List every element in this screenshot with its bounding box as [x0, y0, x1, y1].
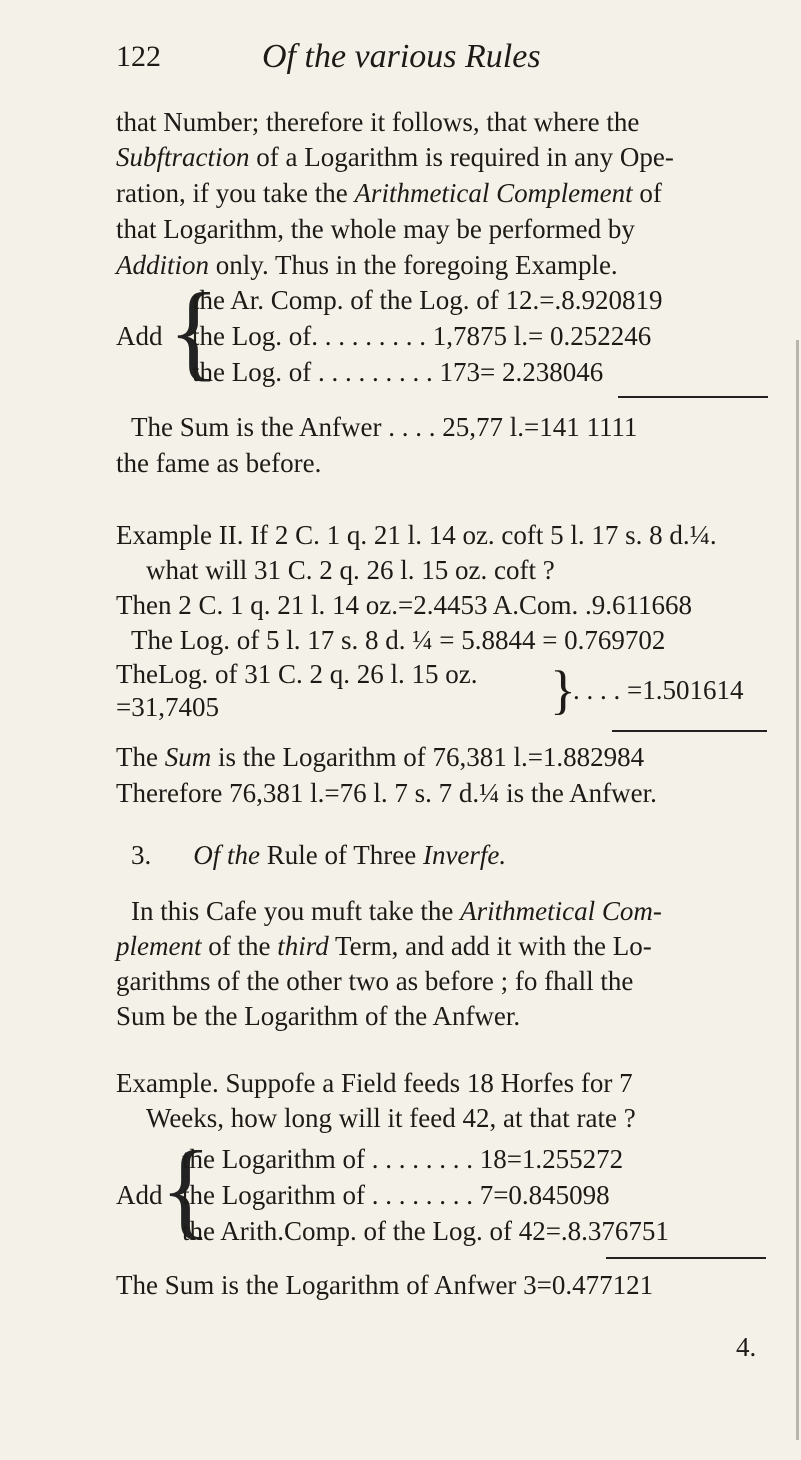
text-line: . . . . =1.501614: [573, 675, 744, 705]
sum-rule: [606, 1257, 766, 1259]
curly-brace: {: [168, 272, 220, 391]
text-line: Example. Suppofe a Field feeds 18 Horfes for 7: [116, 1068, 633, 1098]
text-line: garithms of the other two as before ; fo fhall the: [116, 966, 634, 996]
text-line: Therefore 76,381 l.=76 l. 7 s. 7 d.¼ is the Anfwer.: [116, 778, 657, 808]
log-row: the Ar. Comp. of the Log. of 12.=.8.920819: [192, 285, 663, 315]
add-label: Add: [116, 321, 163, 351]
log-row: the Logarithm of . . . . . . . . 7=0.845098: [182, 1180, 610, 1210]
text-line: In this Cafe you muft take the Arithmetical Com-: [131, 896, 662, 926]
sum-rule: [612, 730, 767, 732]
log-row: the Log. of . . . . . . . . . 173= 2.238046: [192, 357, 604, 387]
text-line: that Logarithm, the whole may be performed by: [116, 214, 635, 244]
text-line: what will 31 C. 2 q. 26 l. 15 oz. coft ?: [146, 555, 555, 585]
sum-line: The Sum is the Logarithm of Anfwer 3=0.477121: [116, 1270, 654, 1300]
text-line: Sum be the Logarithm of the Anfwer.: [116, 1001, 521, 1031]
sum-line: The Sum is the Anfwer . . . . 25,77 l.=141 1111: [131, 412, 638, 442]
text-line: ration, if you take the Arithmetical Complement of: [116, 178, 662, 208]
sum-rule: [618, 396, 768, 398]
text-line: Subftraction of a Logarithm is required in any Ope-: [116, 142, 674, 172]
log-row: the Arith.Comp. of the Log. of 42=.8.376751: [182, 1216, 669, 1246]
running-title: Of the various Rules: [262, 38, 541, 75]
curly-brace: {: [160, 1130, 212, 1249]
curly-brace: }: [550, 660, 576, 720]
catchword: 4.: [736, 1332, 757, 1362]
text-line: Addition only. Thus in the foregoing Example.: [116, 250, 618, 280]
add-label: Add: [116, 1180, 163, 1210]
text-line: the fame as before.: [116, 448, 322, 478]
text-line: The Sum is the Logarithm of 76,381 l.=1.882984: [116, 742, 645, 772]
text-line: Weeks, how long will it feed 42, at that rate ?: [146, 1103, 636, 1133]
text-line: that Number; therefore it follows, that where the: [116, 107, 640, 137]
log-row: the Log. of. . . . . . . . . 1,7875 l.= 0.252246: [192, 321, 652, 351]
text-line: Then 2 C. 1 q. 21 l. 14 oz.=2.4453 A.Com. .9.611668: [116, 590, 692, 620]
text-line: TheLog. of 31 C. 2 q. 26 l. 15 oz.: [116, 659, 478, 689]
page-number: 122: [116, 40, 161, 73]
page-edge: [796, 340, 799, 1440]
section-heading: 3. Of the Rule of Three Inverfe.: [131, 840, 507, 870]
text-line: Example II. If 2 C. 1 q. 21 l. 14 oz. coft 5 l. 17 s. 8 d.¼.: [116, 520, 717, 550]
text-line: plement of the third Term, and add it with the Lo-: [116, 931, 652, 961]
text-line: =31,7405: [116, 692, 219, 722]
text-line: The Log. of 5 l. 17 s. 8 d. ¼ = 5.8844 = 0.769702: [131, 625, 666, 655]
log-row: the Logarithm of . . . . . . . . 18=1.255272: [182, 1144, 624, 1174]
